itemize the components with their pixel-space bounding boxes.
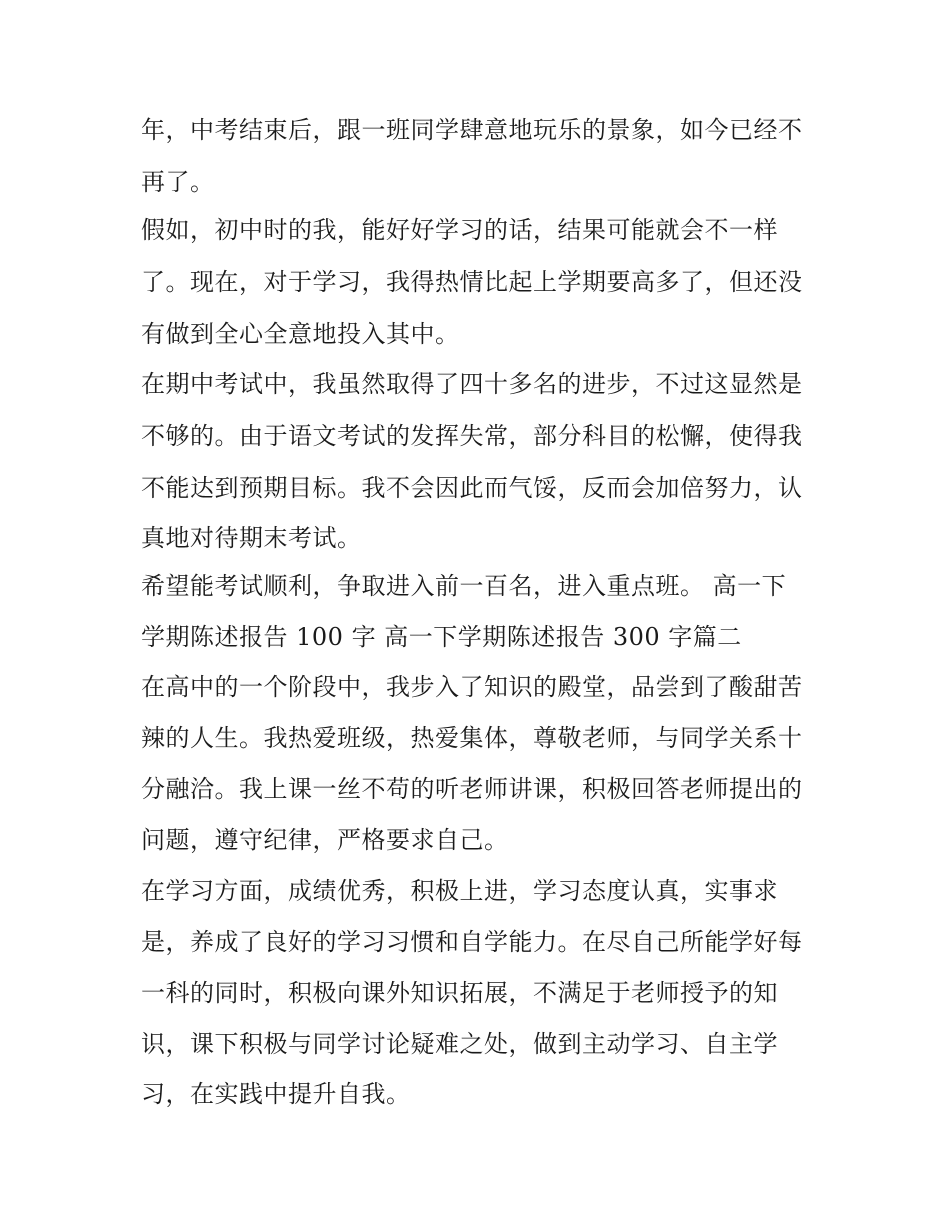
text-line: 习，在实践中提升自我。 [141, 1080, 411, 1108]
text-line: 辣的人生。我热爱班级，热爱集体，尊敬老师，与同学关系十 [141, 724, 803, 752]
text-line: 在高中的一个阶段中，我步入了知识的殿堂，品尝到了酸甜苦 [141, 673, 803, 701]
text-line: 再了。 [141, 168, 215, 196]
text-line: 识，课下积极与同学讨论疑难之处，做到主动学习、自主学 [141, 1030, 778, 1058]
text-line: 分融洽。我上课一丝不苟的听老师讲课，积极回答老师提出的 [141, 775, 803, 803]
text-line: 在期中考试中，我虽然取得了四十多名的进步，不过这显然是 [141, 370, 803, 398]
text-line: 真地对待期末考试。 [141, 524, 362, 552]
text-line: 希望能考试顺利，争取进入前一百名，进入重点班。 高一下 [141, 572, 787, 600]
text-line: 学期陈述报告 100 字 高一下学期陈述报告 300 字篇二 [141, 623, 742, 651]
text-line: 一科的同时，积极向课外知识拓展，不满足于老师授予的知 [141, 979, 778, 1007]
text-line: 在学习方面，成绩优秀，积极上进，学习态度认真，实事求 [141, 877, 778, 905]
text-line: 年，中考结束后，跟一班同学肆意地玩乐的景象，如今已经不 [141, 116, 803, 144]
text-line: 假如，初中时的我，能好好学习的话，结果可能就会不一样 [141, 216, 778, 244]
text-line: 不够的。由于语文考试的发挥失常，部分科目的松懈，使得我 [141, 422, 803, 450]
text-line: 不能达到预期目标。我不会因此而气馁，反而会加倍努力，认 [141, 474, 803, 502]
text-line: 了。现在，对于学习，我得热情比起上学期要高多了，但还没 [141, 268, 803, 296]
text-line: 有做到全心全意地投入其中。 [141, 320, 460, 348]
text-line: 问题，遵守纪律，严格要求自己。 [141, 826, 509, 854]
text-line: 是，养成了良好的学习习惯和自学能力。在尽自己所能学好每 [141, 928, 803, 956]
